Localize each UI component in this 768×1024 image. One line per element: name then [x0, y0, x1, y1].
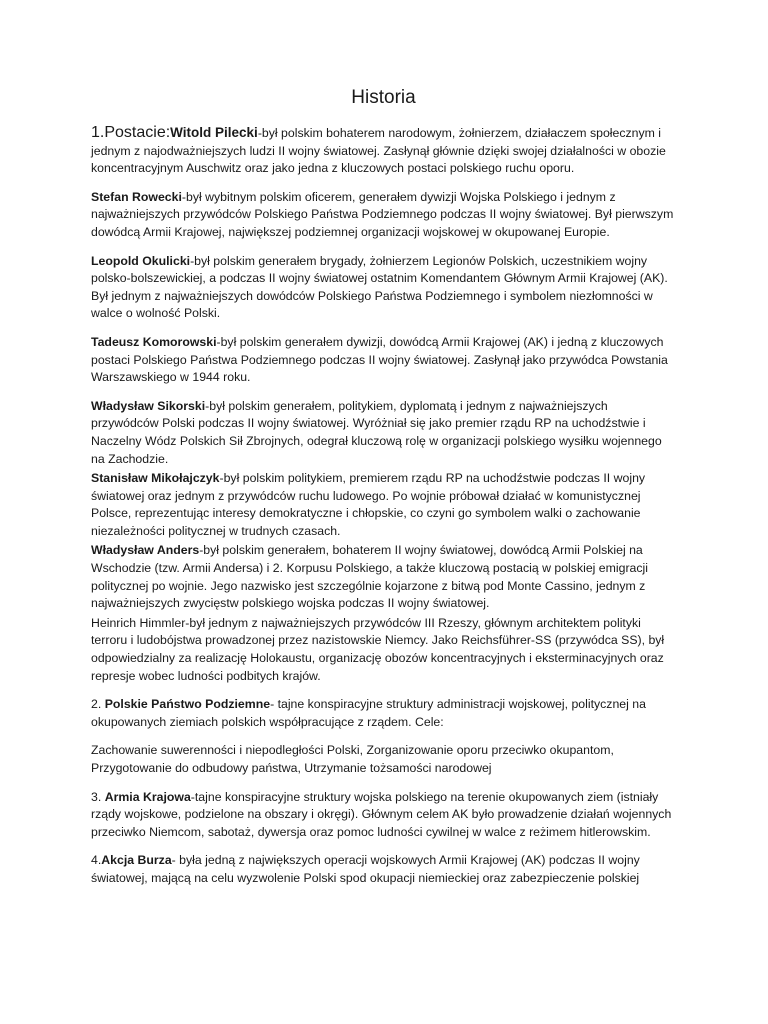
person-text: -był polskim generałem dywizji, dowódcą Armii Krajowej (AK) i jedną z kluczowych postaci Polskiego Państwa Podziemnego podczas II wojny światowej. Zasłynął jako przywódca Powstania Warszawskiego w 1944 roku.	[91, 334, 668, 385]
person-name: Władysław Anders	[91, 543, 200, 558]
section-name: Polskie Państwo Podziemne	[104, 697, 271, 712]
person-text: -był polskim generałem brygady, żołnierzem Legionów Polskich, uczestnikiem wojny polsko-bolszewickiej, a podczas II wojny światowej ostatnim Komendantem Głównym Armii Krajowej (AK). Był jednym z najważniejszych dowódców Polskiego Państwa Podziemnego i symbolem niezłomności w walce o wolność Polski.	[91, 253, 668, 321]
section-text: - tajne konspiracyjne struktury administracji wojskowej, politycznej na okupowanych ziemiach polskich współpracujące z rządem. Cele:	[91, 697, 646, 729]
person-name: Witold Pilecki	[170, 125, 258, 140]
section-name: Akcja Burza	[101, 853, 172, 868]
paragraph-sikorski	[91, 398, 676, 468]
section-text: - była jedną z największych operacji wojskowych Armii Krajowej (AK) podczas II wojny światowej, mającą na celu wyzwolenie Polski spod okupacji niemieckiej oraz zabezpieczenie polskiej	[91, 853, 640, 885]
paragraph-komorowski	[91, 334, 676, 387]
section-number: 2.	[91, 697, 105, 712]
person-text: -był polskim bohaterem narodowym, żołnierzem, działaczem społecznym i jednym z najodważniejszych ludzi II wojny światowej. Zasłynął głównie dzięki swojej działalności w obozie koncentracyjnym Auschwitz oraz jako jedna z kluczowych postaci polskiego ruchu oporu.	[91, 126, 666, 176]
paragraph-section-2	[91, 696, 676, 731]
person-name: Stanisław Mikołajczyk	[91, 471, 220, 486]
paragraph-mikolajczyk	[91, 470, 676, 540]
section-1-label: 1.Postacie:	[91, 124, 171, 141]
section-text: -tajne konspiracyjne struktury wojska polskiego na terenie okupowanych ziem (istniały rządy wojskowe, podzielone na obszary i okręgi). Głównym celem AK było prowadzenie działań wojennych przeciwko Niemcom, sabotaż, dywersja oraz pomoc ludności cywilnej w walce z reżimem hitlerowskim.	[91, 789, 672, 839]
page-title: Historia	[351, 87, 416, 108]
section-name: Armia Krajowa	[104, 789, 191, 804]
paragraph-okulicki	[91, 253, 676, 323]
person-text: -był polskim generałem, bohaterem II wojny światowej, dowódcą Armii Polskiej na Wschodzie (tzw. Armii Andersa) i 2. Korpusu Polskiego, a także kluczową postacią w polskiej emigracji politycznej po wojnie. Jego nazwisko jest szczególnie kojarzone z bitwą pod Monte Cassino, jednym z najważniejszych zwycięstw polskiego wojska podczas II wojny światowej.	[91, 543, 649, 611]
section-number: 3.	[91, 789, 105, 804]
person-name: Leopold Okulicki	[91, 253, 191, 268]
person-name: Tadeusz Komorowski	[91, 334, 217, 349]
paragraph-section-3	[91, 789, 676, 842]
paragraph-goals: Zachowanie suwerenności i niepodległości Polski, Zorganizowanie oporu przeciwko okupantom, Przygotowanie do odbudowy państwa, Utrzymanie tożsamości narodowej	[91, 743, 614, 775]
paragraph-anders	[91, 542, 676, 612]
section-number: 4.	[91, 853, 102, 868]
person-text: -był polskim politykiem, premierem rządu RP na uchodźstwie podczas II wojny światowej oraz jednym z przywódców ruchu ludowego. Po wojnie próbował działać w komunistycznej Polsce, reprezentując interesy demokratyczne i chłopskie, co czyni go symbolem walki o zachowanie niezależności politycznej w trudnych czasach.	[91, 471, 646, 538]
paragraph-himmler: Heinrich Himmler-był jednym z najważniejszych przywódców III Rzeszy, głównym architektem polityki terroru i ludobójstwa prowadzonej przez nazistowskie Niemcy. Jako Reichsführer-SS (przywódca SS), był odpowiedzialny za realizację Holokaustu, organizację obozów koncentracyjnych i eksterminacyjnych oraz represje wobec ludności podbitych krajów.	[91, 615, 665, 683]
person-text: -był wybitnym polskim oficerem, generałem dywizji Wojska Polskiego i jednym z najważniejszych przywódców Polskiego Państwa Podziemnego podczas II wojny światowej. Był pierwszym dowódcą Armii Krajowej, największej podziemnej organizacji wojskowej w okupowanej Europie.	[91, 189, 674, 239]
paragraph-rowecki	[91, 189, 676, 242]
paragraph-pilecki	[91, 124, 676, 178]
person-text: -był polskim generałem, politykiem, dyplomatą i jednym z najważniejszych przywódców Polski podczas II wojny światowej. Wyróżniał się jako premier rządu RP na uchodźstwie i Naczelny Wódz Polskich Sił Zbrojnych, odegrał kluczową rolę w organizacji polskiego wysiłku wojennego na Zachodzie.	[91, 398, 662, 466]
person-name: Stefan Rowecki	[91, 189, 182, 204]
paragraph-section-4	[91, 852, 676, 887]
person-name: Władysław Sikorski	[91, 398, 206, 413]
